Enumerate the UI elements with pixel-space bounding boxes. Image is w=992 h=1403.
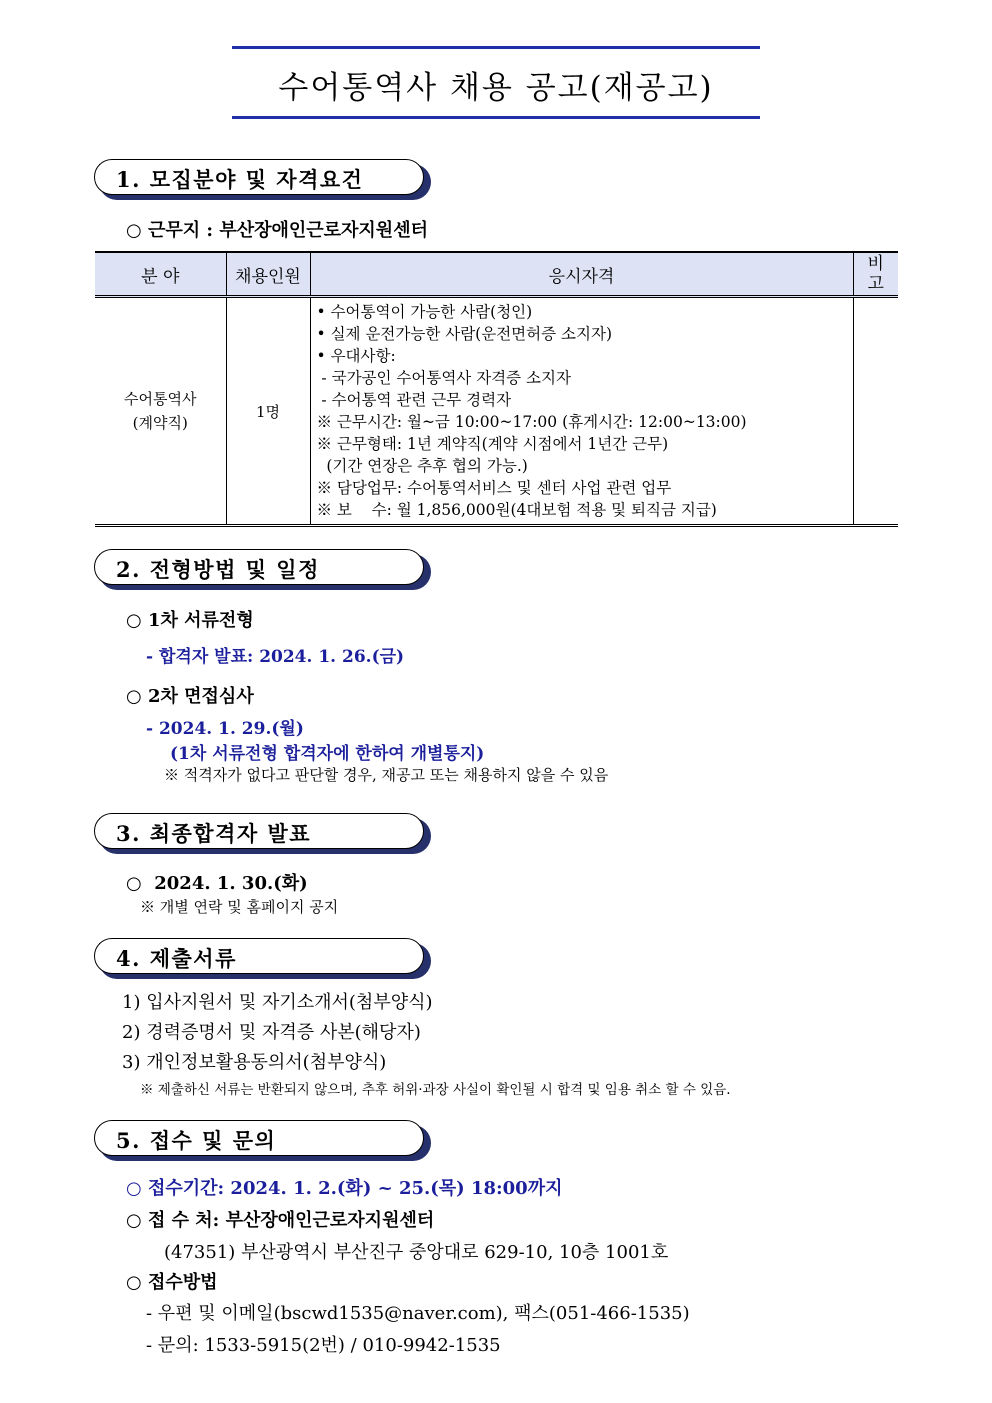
section2-heading-box <box>94 549 432 591</box>
step2-note: (1차 서류전형 합격자에 한하여 개별통지) <box>170 744 485 764</box>
application-period: ○ 접수기간: 2024. 1. 2.(화) ~ 25.(목) 18:00까지 <box>126 1178 563 1199</box>
section2-heading: 2. 전형방법 및 일정 <box>116 557 320 582</box>
workplace: ○ 근무지 : 부산장애인근로자지원센터 <box>126 220 428 241</box>
section1-heading: 1. 모집분야 및 자격요건 <box>116 167 364 192</box>
document-item-3: 3) 개인정보활용동의서(첨부양식) <box>122 1052 387 1073</box>
final-date: ○ 2024. 1. 30.(화) <box>126 873 308 894</box>
cell-field: 수어통역사 (계약직) <box>95 297 226 526</box>
documents-remark: ※ 제출하신 서류는 반환되지 않으며, 추후 허위·과장 사실이 확인될 시 합격 및 임용 취소 할 수 있음. <box>140 1082 731 1098</box>
title-top-rule <box>232 46 760 49</box>
final-remark: ※ 개별 연락 및 홈페이지 공지 <box>140 898 339 916</box>
step1-label: ○ 1차 서류전형 <box>126 610 254 631</box>
section1-heading-box <box>94 159 432 201</box>
cell-count: 1명 <box>226 297 310 526</box>
section5-heading-box <box>94 1120 432 1162</box>
step2-label: ○ 2차 면접심사 <box>126 686 254 707</box>
application-method: ○ 접수방법 <box>126 1272 218 1293</box>
section3-heading-box <box>94 813 432 855</box>
title-bottom-rule <box>232 116 760 119</box>
requirements-table <box>95 251 898 527</box>
cell-qualifications: • 수어통역이 가능한 사람(청인) • 실제 운전가능한 사람(운전면허증 소지자) • 우대사항: - 국가공인 수어통역사 자격증 소지자 - 수어통역 관련 근무 경력자 ※ 근무시간: 월~금 10:00~17:00 (휴게시간: 12:00~13:00) ※ 근무형태: 1년 계약직(계약 시점에서 1년간 근무) (기간 연장은 추후 협의 가능.) ※ 담당업무: 수어통역서비스 및 센터 사업 관련 업무 ※ 보 수: 월 1,856,000원(4대보험 적용 및 퇴직금 지급) <box>310 297 853 526</box>
document-item-2: 2) 경력증명서 및 자격증 사본(해당자) <box>122 1022 421 1043</box>
cell-note <box>853 297 898 526</box>
application-address: (47351) 부산광역시 부산진구 중앙대로 629-10, 10층 1001호 <box>164 1242 669 1263</box>
application-place: ○ 접 수 처: 부산장애인근로자지원센터 <box>126 1210 435 1231</box>
title-block <box>232 46 760 120</box>
section3-heading: 3. 최종합격자 발표 <box>116 821 312 846</box>
document-item-1: 1) 입사지원서 및 자기소개서(첨부양식) <box>122 992 433 1013</box>
header-qualification: 응시자격 <box>310 252 853 297</box>
header-field: 분 야 <box>95 252 226 297</box>
step2-detail: - 2024. 1. 29.(월) <box>146 719 304 739</box>
section4-heading-box <box>94 938 432 980</box>
section5-heading: 5. 접수 및 문의 <box>116 1128 277 1153</box>
header-count: 채용인원 <box>226 252 310 297</box>
step2-remark: ※ 적격자가 없다고 판단할 경우, 재공고 또는 채용하지 않을 수 있음 <box>164 766 609 784</box>
header-note: 비 고 <box>853 252 898 297</box>
application-method-detail: - 우편 및 이메일(bscwd1535@naver.com), 팩스(051-466-1535) <box>146 1303 690 1324</box>
page-title: 수어통역사 채용 공고(재공고) <box>278 70 714 106</box>
step1-detail: - 합격자 발표: 2024. 1. 26.(금) <box>146 647 405 667</box>
contact-info: - 문의: 1533-5915(2번) / 010-9942-1535 <box>146 1335 501 1356</box>
section4-heading: 4. 제출서류 <box>116 946 237 971</box>
